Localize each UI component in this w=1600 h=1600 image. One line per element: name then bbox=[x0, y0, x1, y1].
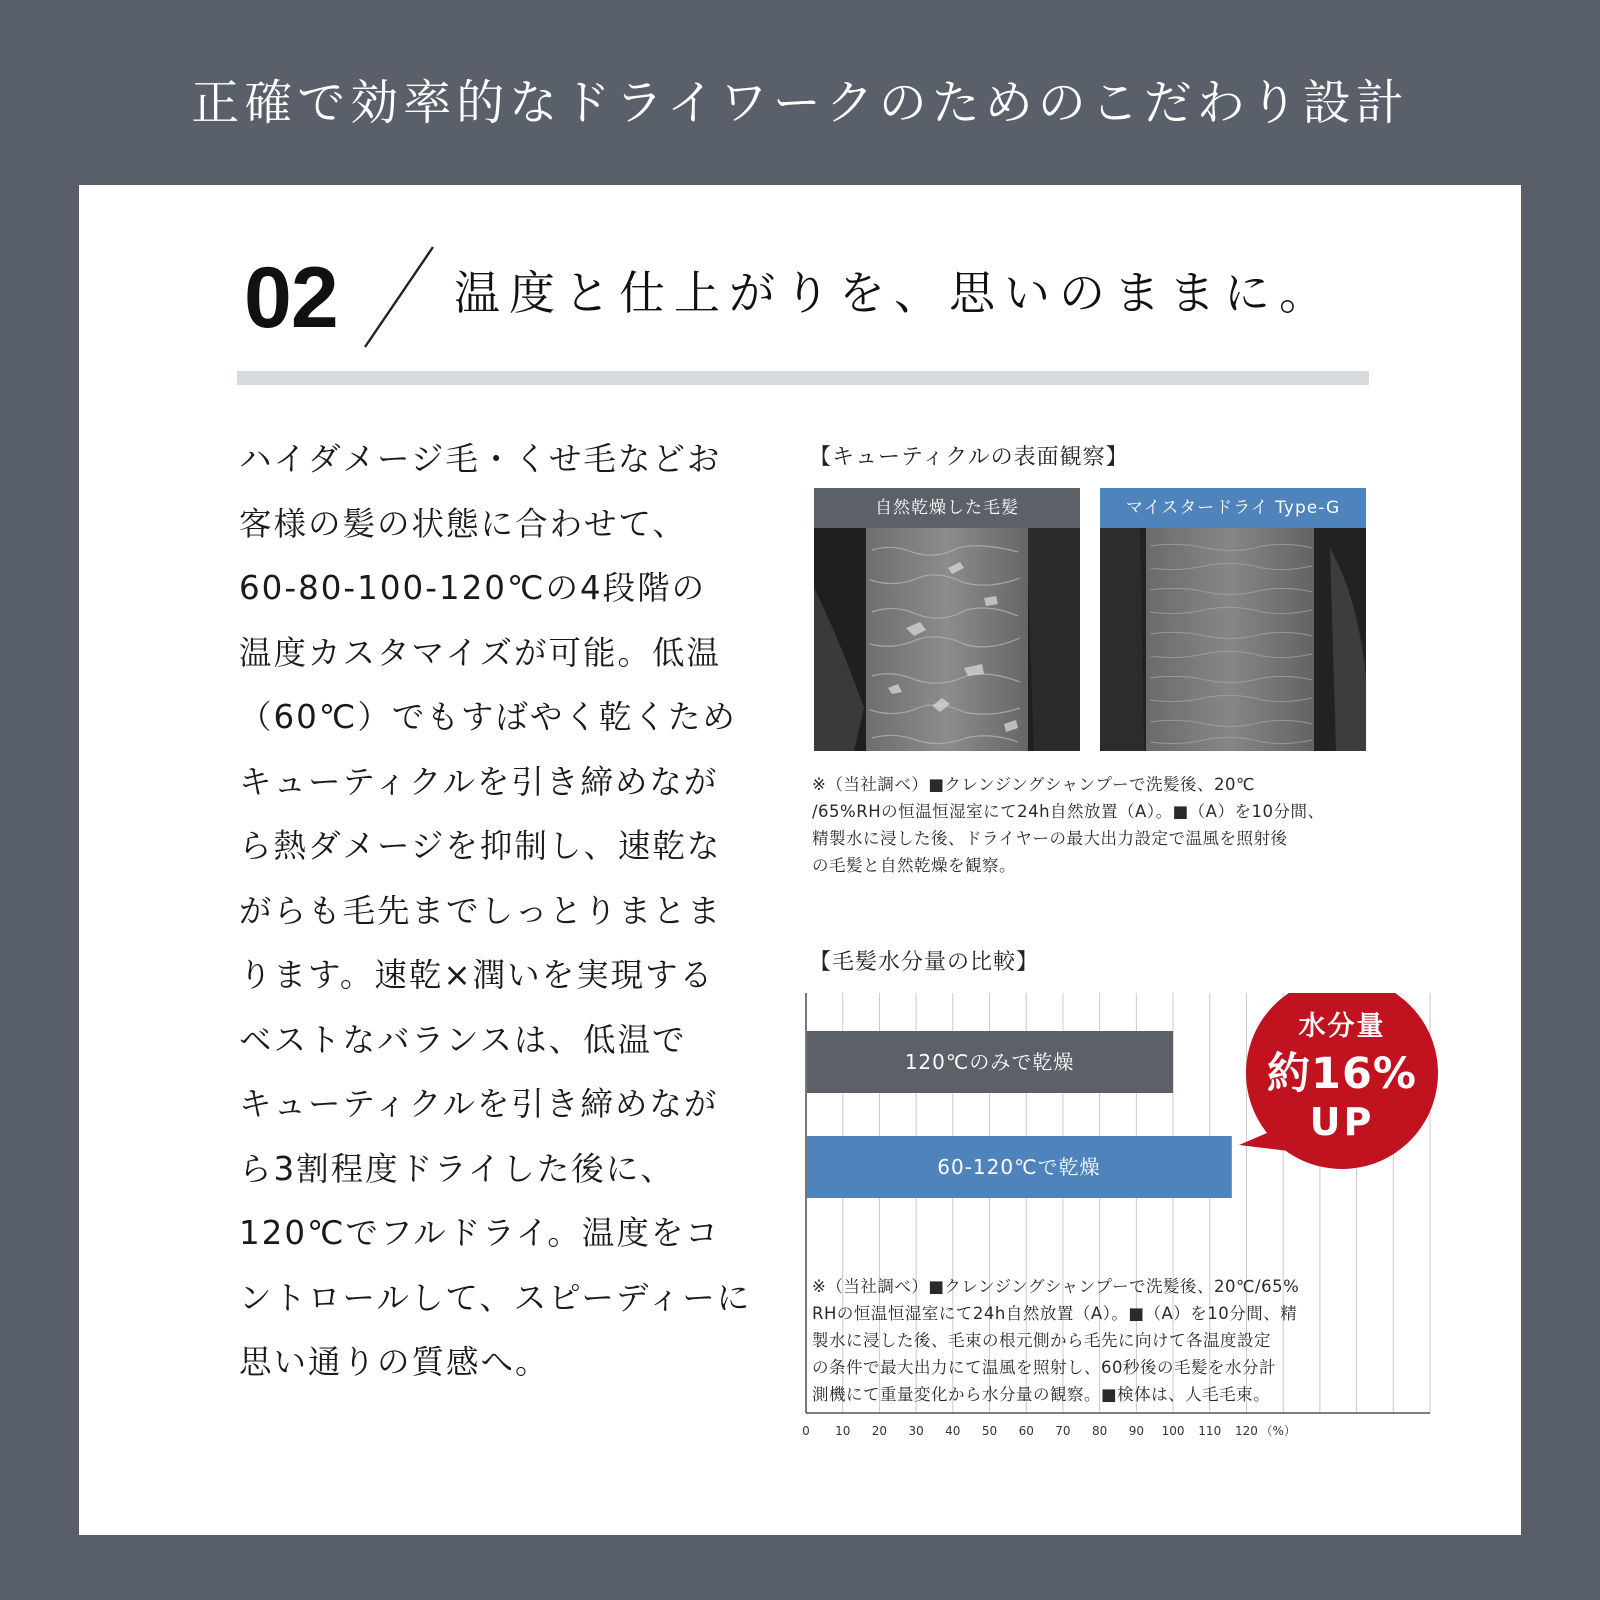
body-line: （60℃）でもすばやく乾くため bbox=[239, 698, 737, 736]
note-line: 製水に浸した後、毛束の根元側から毛先に向けて各温度設定 bbox=[812, 1331, 1271, 1350]
x-tick-label: 20 bbox=[871, 1424, 888, 1438]
note-line: 精製水に浸した後、ドライヤーの最大出力設定で温風を照射後 bbox=[812, 829, 1288, 848]
note-line: ※（当社調べ）■クレンジングシャンプーで洗髪後、20℃ bbox=[812, 775, 1256, 794]
x-tick-label: 40 bbox=[945, 1424, 961, 1438]
body-line: ントロールして、スピーディーに bbox=[239, 1278, 752, 1317]
x-tick-label: 120 bbox=[1235, 1424, 1258, 1438]
x-tick-label: 70 bbox=[1055, 1424, 1071, 1438]
note-line: の条件で最大出力にて温風を照射し、60秒後の毛髪を水分計 bbox=[812, 1358, 1276, 1377]
note-line: の毛髪と自然乾燥を観察。 bbox=[812, 856, 1016, 875]
body-line: 60-80-100-120℃の4段階の bbox=[239, 569, 707, 607]
x-tick-label: 80 bbox=[1092, 1424, 1108, 1438]
moisture-heading: 【毛髪水分量の比較】 bbox=[809, 950, 1040, 975]
hair-sem-natural-image bbox=[814, 528, 1080, 751]
content-card bbox=[79, 185, 1521, 1535]
badge-line3: UP bbox=[1309, 1100, 1375, 1144]
x-tick-label: 0 bbox=[802, 1424, 810, 1438]
cuticle-note bbox=[812, 771, 1367, 879]
note-line: RHの恒温恒湿室にて24h自然放置（A）。■（A）を10分間、精 bbox=[812, 1304, 1298, 1323]
body-line: 客様の髪の状態に合わせて、 bbox=[239, 504, 687, 543]
x-tick-label: 110 bbox=[1198, 1424, 1222, 1438]
note-line: /65%RHの恒温恒湿室にて24h自然放置（A）。■（A）を10分間、 bbox=[812, 802, 1325, 821]
body-line: ベストなバランスは、低温で bbox=[239, 1020, 687, 1059]
hair-sem-type-g-image bbox=[1100, 528, 1366, 751]
x-tick-label: 10 bbox=[835, 1424, 851, 1438]
body-line: がらも毛先までしっとりまとま bbox=[239, 891, 723, 930]
body-text bbox=[239, 427, 759, 1395]
photo-label-type-g: マイスタードライ Type-G bbox=[1100, 488, 1366, 528]
section-number: 02 bbox=[244, 250, 338, 346]
body-line: ら熱ダメージを抑制し、速乾な bbox=[239, 827, 722, 865]
badge-line2: 約16% bbox=[1267, 1049, 1417, 1099]
x-tick-label: 60 bbox=[1018, 1424, 1034, 1438]
photo-type-g bbox=[1100, 488, 1366, 751]
note-line: 測機にて重量変化から水分量の観察。■検体は、人毛毛束。 bbox=[812, 1385, 1271, 1404]
photo-natural-dry bbox=[814, 488, 1080, 751]
x-unit-label: （%） bbox=[1260, 1424, 1296, 1438]
x-tick-label: 100 bbox=[1161, 1424, 1185, 1438]
badge-line1: 水分量 bbox=[1298, 1011, 1386, 1042]
cuticle-heading: 【キューティクルの表面観察】 bbox=[809, 445, 1129, 470]
body-line: ら3割程度ドライした後に、 bbox=[239, 1149, 675, 1188]
photo-label-natural-dry: 自然乾燥した毛髪 bbox=[814, 488, 1080, 528]
x-tick-label: 90 bbox=[1128, 1424, 1144, 1438]
bar-label: 120℃のみで乾燥 bbox=[904, 1050, 1075, 1074]
slash-divider-icon bbox=[359, 243, 439, 353]
moisture-note bbox=[812, 1273, 1367, 1408]
bar-label: 60-120℃で乾燥 bbox=[937, 1155, 1101, 1179]
body-line: キューティクルを引き締めなが bbox=[239, 1085, 719, 1123]
note-line: ※（当社調べ）■クレンジングシャンプーで洗髪後、20℃/65% bbox=[812, 1277, 1300, 1296]
body-line: 温度カスタマイズが可能。低温 bbox=[239, 633, 722, 672]
x-tick-label: 50 bbox=[981, 1424, 998, 1438]
x-tick-label: 30 bbox=[908, 1424, 924, 1438]
body-line: ります。速乾×潤いを実現する bbox=[239, 956, 715, 994]
section-divider bbox=[237, 371, 1369, 385]
body-line: キューティクルを引き締めなが bbox=[239, 762, 719, 801]
body-line: ハイダメージ毛・くせ毛などお bbox=[239, 440, 722, 478]
section-title: 温度と仕上がりを、思いのままに。 bbox=[454, 266, 1334, 320]
page-title: 正確で効率的なドライワークのためのこだわり設計 bbox=[191, 75, 1409, 131]
body-line: 思い通りの質感へ。 bbox=[239, 1343, 550, 1381]
body-line: 120℃でフルドライ。温度をコ bbox=[239, 1214, 720, 1252]
